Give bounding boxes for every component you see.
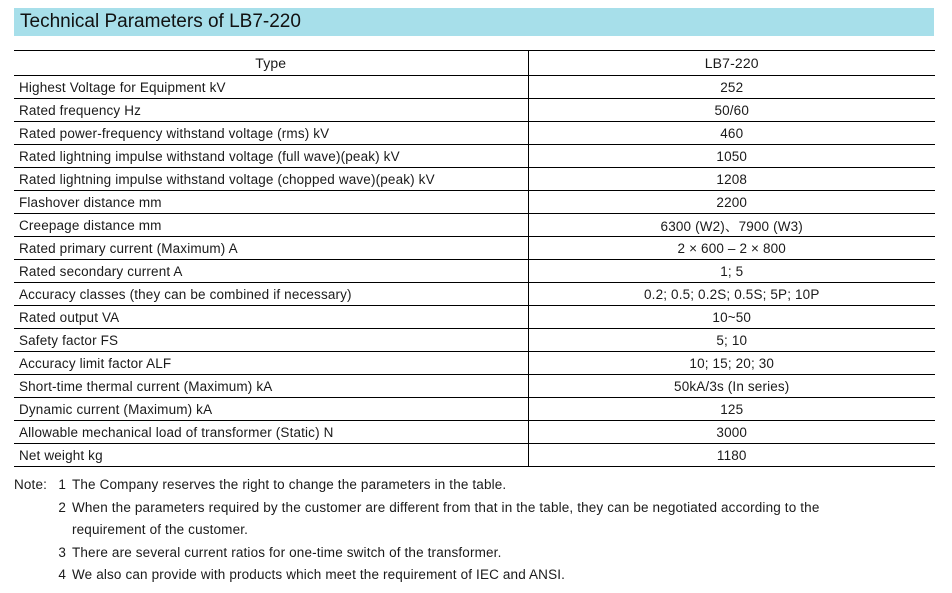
parameter-value: 0.2; 0.5; 0.2S; 0.5S; 5P; 10P [528, 283, 935, 306]
page-title: Technical Parameters of LB7-220 [14, 8, 934, 36]
parameter-value: 2200 [528, 191, 935, 214]
parameter-name: Accuracy limit factor ALF [14, 352, 528, 375]
parameter-value: 5; 10 [528, 329, 935, 352]
note-item [14, 497, 934, 520]
parameter-name: Safety factor FS [14, 329, 528, 352]
note-number: 3 [58, 544, 66, 560]
note-number: 2 [58, 499, 66, 515]
parameter-name: Rated secondary current A [14, 260, 528, 283]
table-row [14, 329, 935, 352]
note-number: 4 [58, 567, 66, 582]
note-text: When the parameters required by the customer are different from that in the table, they can be negotiated according to the [72, 499, 820, 515]
table-row [14, 398, 935, 421]
note-item-continuation [14, 519, 934, 542]
notes-section [14, 474, 934, 587]
table-row [14, 283, 935, 306]
parameter-name: Rated primary current (Maximum) A [14, 237, 528, 260]
parameter-name: Rated lightning impulse withstand voltage (chopped wave)(peak) kV [14, 168, 528, 191]
parameter-value: 10~50 [528, 306, 935, 329]
parameter-name: Creepage distance mm [14, 214, 528, 237]
note-item [14, 564, 934, 587]
parameter-name: Accuracy classes (they can be combined if necessary) [14, 283, 528, 306]
parameter-name: Rated lightning impulse withstand voltage (full wave)(peak) kV [14, 145, 528, 168]
table-row [14, 306, 935, 329]
table-row [14, 191, 935, 214]
table-row [14, 214, 935, 237]
parameter-name: Dynamic current (Maximum) kA [14, 398, 528, 421]
note-label: Note: [14, 477, 48, 492]
header-model: LB7-220 [528, 51, 935, 76]
parameter-value: 460 [528, 122, 935, 145]
parameter-name: Rated power-frequency withstand voltage (rms) kV [14, 122, 528, 145]
parameter-name: Rated output VA [14, 306, 528, 329]
table-row [14, 76, 935, 99]
note-number: 1 [58, 477, 66, 492]
parameter-name: Highest Voltage for Equipment kV [14, 76, 528, 99]
table-row [14, 145, 935, 168]
note-text: There are several current ratios for one-time switch of the transformer. [72, 544, 502, 560]
parameter-name: Short-time thermal current (Maximum) kA [14, 375, 528, 398]
parameter-value: 6300 (W2)、7900 (W3) [528, 214, 935, 237]
parameter-value: 252 [528, 76, 935, 99]
note-text: We also can provide with products which meet the requirement of IEC and ANSI. [72, 567, 566, 582]
parameter-value: 1180 [528, 444, 935, 467]
table-header-row [14, 51, 935, 76]
note-item [14, 474, 934, 497]
table-row [14, 237, 935, 260]
table-row [14, 122, 935, 145]
parameter-value: 10; 15; 20; 30 [528, 352, 935, 375]
table-row [14, 375, 935, 398]
parameter-value: 125 [528, 398, 935, 421]
table-row [14, 168, 935, 191]
parameter-name: Net weight kg [14, 444, 528, 467]
table-row [14, 352, 935, 375]
parameter-value: 2 × 600 – 2 × 800 [528, 237, 935, 260]
note-text: requirement of the customer. [72, 522, 249, 537]
parameter-value: 3000 [528, 421, 935, 444]
parameters-table [14, 50, 935, 467]
parameter-value: 1208 [528, 168, 935, 191]
parameter-value: 50kA/3s (In series) [528, 375, 935, 398]
parameter-name: Flashover distance mm [14, 191, 528, 214]
table-row [14, 99, 935, 122]
note-text: The Company reserves the right to change the parameters in the table. [72, 477, 507, 492]
parameter-name: Allowable mechanical load of transformer (Static) N [14, 421, 528, 444]
table-row [14, 444, 935, 467]
parameter-value: 1; 5 [528, 260, 935, 283]
table-row [14, 260, 935, 283]
table-row [14, 421, 935, 444]
parameter-value: 50/60 [528, 99, 935, 122]
header-type: Type [14, 51, 528, 76]
parameter-value: 1050 [528, 145, 935, 168]
parameter-name: Rated frequency Hz [14, 99, 528, 122]
note-item [14, 542, 934, 565]
